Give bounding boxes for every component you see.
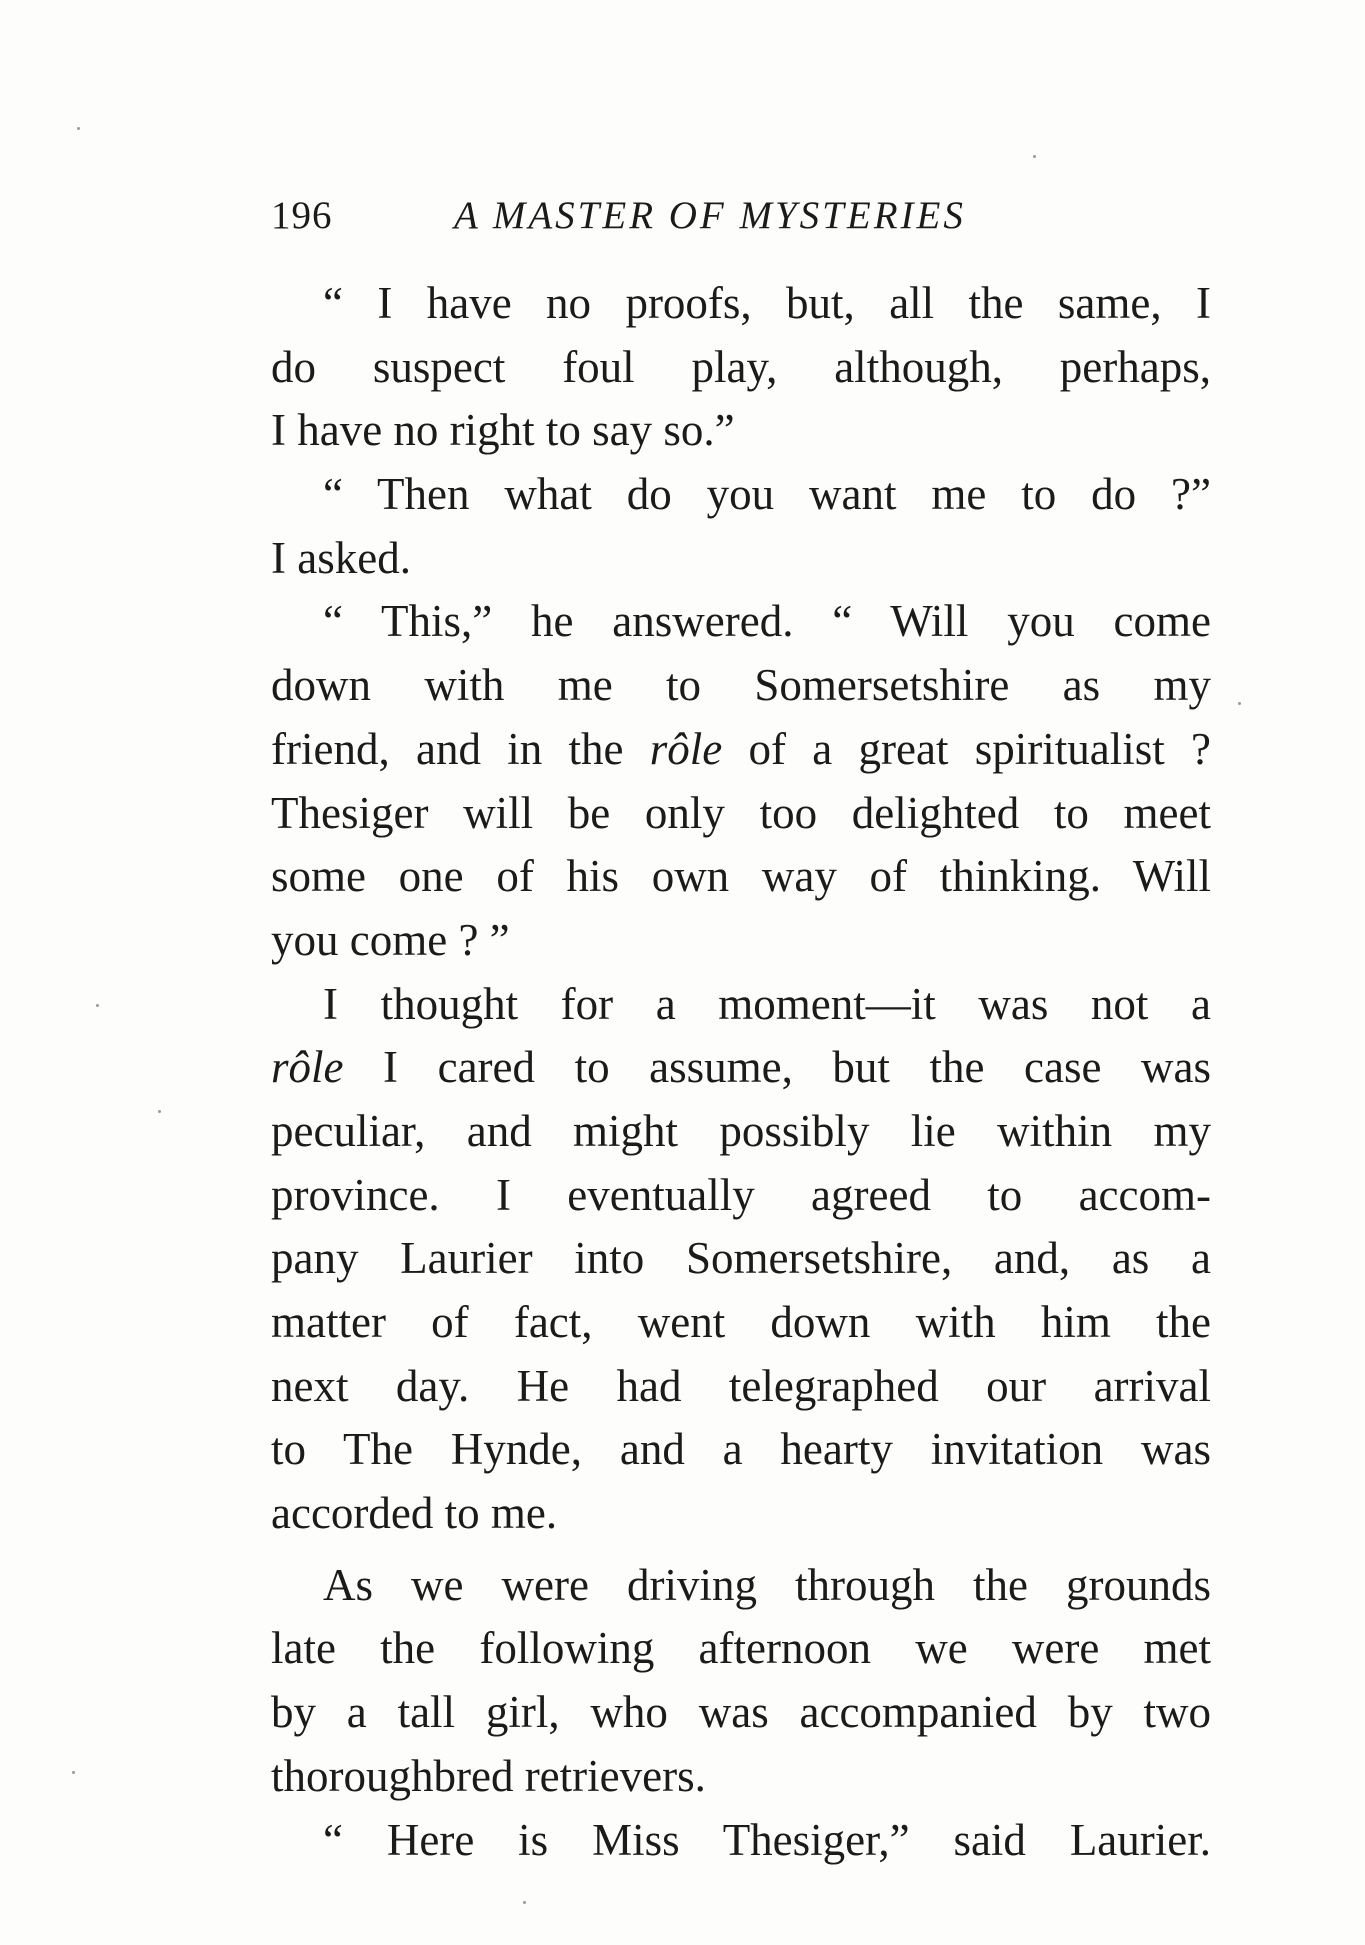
text-line: “ This,” he answered. “ Will you come (323, 596, 1211, 647)
italic-word: rôle (271, 1042, 344, 1093)
text-line: Thesiger will be only too delighted to meet (271, 787, 1211, 838)
paper-speck (158, 1110, 161, 1113)
text-line: As we were driving through the grounds (323, 1559, 1211, 1610)
paper-speck (1033, 155, 1036, 158)
text-line: by a tall girl, who was accompanied by two (271, 1687, 1211, 1738)
text-line: I thought for a moment—it was not a (323, 978, 1211, 1029)
text-line: pany Laurier into Somersetshire, and, as a (271, 1233, 1211, 1284)
paragraph-gap (271, 1546, 1211, 1554)
text-line: some one of his own way of thinking. Will (271, 851, 1211, 902)
paper-speck (72, 1771, 75, 1774)
text-fragment: I cared to assume, but the case was (343, 1042, 1211, 1093)
text-line: down with me to Somersetshire as my (271, 660, 1211, 711)
text-line (271, 718, 1211, 782)
text-line: peculiar, and might possibly lie within my (271, 1105, 1211, 1156)
paper-speck (1238, 702, 1241, 705)
text-line (271, 1036, 1211, 1100)
text-line: province. I eventually agreed to accom- (271, 1169, 1211, 1220)
book-title: A MASTER OF MYSTERIES (454, 194, 966, 237)
text-line: I have no right to say so.” (271, 405, 735, 456)
italic-word: rôle (649, 723, 723, 774)
text-line: “ Here is Miss Thesiger,” said Laurier. (323, 1814, 1211, 1865)
text-line: do suspect foul play, although, perhaps, (271, 341, 1211, 392)
paper-speck (96, 1004, 99, 1007)
text-fragment: of a great spiritualist ? (722, 723, 1211, 774)
text-line: late the following afternoon we were met (271, 1623, 1211, 1674)
text-line: “ Then what do you want me to do ?” (323, 469, 1211, 520)
text-line: “ I have no proofs, but, all the same, I (323, 278, 1211, 328)
running-head (271, 190, 1031, 242)
text-line: accorded to me. (271, 1488, 558, 1539)
text-line: thoroughbred retrievers. (271, 1750, 706, 1801)
text-line: to The Hynde, and a hearty invitation was (271, 1424, 1211, 1475)
page-number: 196 (271, 194, 333, 237)
paper-speck (523, 1901, 526, 1904)
text-fragment: friend, and in the (271, 723, 650, 774)
text-line: matter of fact, went down with him the (271, 1297, 1211, 1347)
text-line: I asked. (271, 532, 411, 583)
text-line: you come ? ” (271, 914, 510, 965)
text-line: next day. He had telegraphed our arrival (271, 1360, 1211, 1411)
body-text (271, 272, 1211, 1872)
paper-speck (77, 127, 80, 130)
